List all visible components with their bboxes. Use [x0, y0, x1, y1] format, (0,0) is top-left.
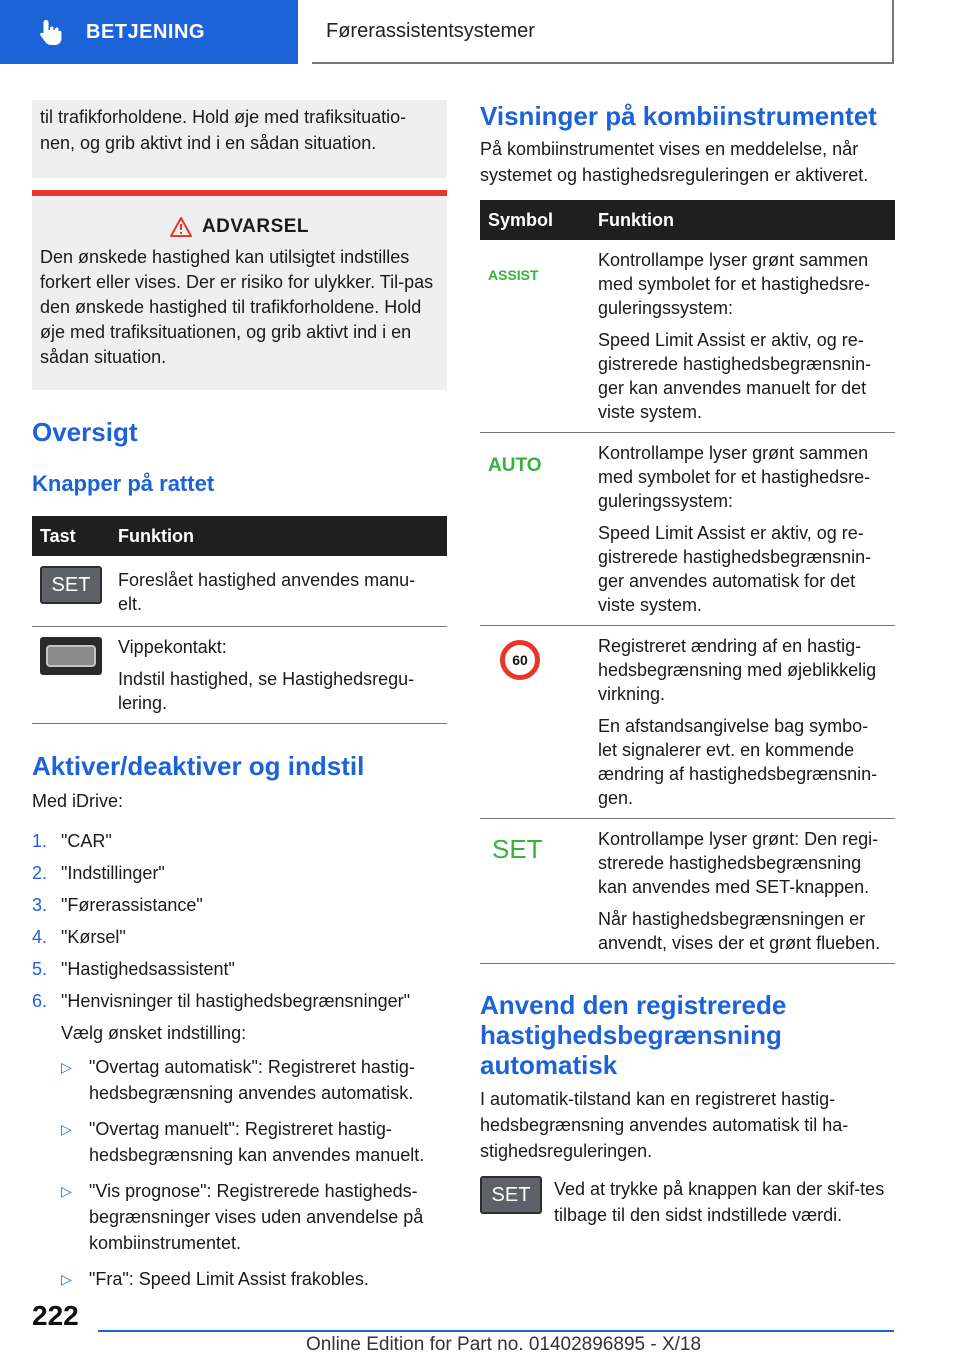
list-item: ▷ "Fra": Speed Limit Assist frakobles.: [61, 1266, 447, 1292]
table-row: [32, 556, 447, 627]
table-header-row: [32, 516, 447, 556]
row-text: Kontrollampe lyser grønt sammen med symbolet for et hastighedsre-guleringssystem:: [598, 250, 871, 318]
list-item: 1. "CAR": [32, 831, 112, 851]
set-key-row: [480, 1176, 895, 1228]
display-intro: På kombiinstrumentet vises en meddelelse, når systemet og hastighedsreguleringen er aktiveret.: [480, 139, 869, 185]
table-row: [480, 819, 895, 964]
set-key-text: Ved at trykke på knappen kan der skif-tes tilbage til den sidst indstillede værdi.: [554, 1179, 885, 1225]
list-item: 3. "Førerassistance": [32, 895, 203, 915]
chapter-title: Førerassistentsystemer: [312, 0, 894, 64]
footer-divider: [98, 1330, 894, 1332]
triangle-bullet-icon: ▷: [61, 1271, 72, 1287]
triangle-bullet-icon: ▷: [61, 1059, 72, 1075]
options-list: [61, 1054, 447, 1292]
table-row: [32, 627, 447, 724]
overview-heading: Oversigt: [32, 417, 138, 447]
set-key-icon: SET: [480, 1176, 542, 1214]
page-number: 222: [32, 1300, 79, 1331]
list-item: ▷ "Vis prognose": Registrerede hastigheds-begrænsninger vises uden anvendelse på kombiinstrumentet.: [61, 1178, 447, 1256]
footer-edition-text: Online Edition for Part no. 01402896895 - X/18: [306, 1334, 702, 1355]
column-header: Funktion: [590, 200, 895, 240]
table-row: [480, 240, 895, 433]
with-idrive-text: Med iDrive:: [32, 791, 124, 811]
list-item: 5. "Hastighedsassistent": [32, 959, 235, 979]
row-text: Foreslået hastighed anvendes manu-elt.: [118, 570, 416, 614]
row-text: Vippekontakt:: [118, 637, 227, 657]
triangle-bullet-icon: ▷: [61, 1183, 72, 1199]
row-text: Kontrollampe lyser grønt sammen med symbolet for et hastighedsre-guleringssystem:: [598, 443, 871, 511]
table-row: [480, 433, 895, 626]
section-label: BETJENING: [86, 20, 205, 43]
row-text: Når hastighedsbegrænsningen er anvendt, vises der et grønt flueben.: [598, 909, 881, 953]
set-green-symbol-icon: SET: [492, 834, 543, 864]
list-item: ▷ "Overtag manuelt": Registreret hastig-hedsbegrænsning kan anvendes manuelt.: [61, 1116, 447, 1168]
row-text: Indstil hastighed, se Hastighedsregu-lering.: [118, 669, 415, 713]
list-item: 2. "Indstillinger": [32, 863, 165, 883]
right-column: [480, 100, 895, 1228]
speed-limit-sign-icon: 60: [500, 640, 540, 680]
auto-symbol-icon: AUTO: [488, 455, 542, 476]
warning-title-text: ADVARSEL: [201, 216, 310, 237]
activate-heading: Aktiver/deaktiver og indstil: [32, 751, 365, 781]
symbols-table: [480, 200, 895, 964]
row-text: Kontrollampe lyser grønt: Den regi-strerede hastighedsbegrænsning kan anvendes med SET-knappen.: [598, 829, 879, 897]
list-item: 6. "Henvisninger til hastighedsbegrænsninger" Vælg ønsket indstilling: ▷ "Overtag automatisk": Registreret hastig-hedsbegrænsning anvendes automatisk. ▷ "Overtag manuelt": Registreret hastig-hedsbegrænsning kan anvendes manuelt. ▷ "Vis prognose": Registrerede hastigheds-begrænsninger vises uden anvendelse på kombiinstrumentet. ▷ "Fra": Speed Limit Assist frakobles.: [32, 988, 447, 1302]
note-box: [32, 100, 447, 178]
row-text: En afstandsangivelse bag symbo-let signalerer evt. en kommende ændring af hastighedsbegrænsnin-gen.: [598, 716, 878, 808]
assist-symbol-icon: ASSIST: [488, 267, 539, 283]
list-item: ▷ "Overtag automatisk": Registreret hastig-hedsbegrænsning anvendes automatisk.: [61, 1054, 447, 1106]
row-text: Speed Limit Assist er aktiv, og re-gistrerede hastighedsbegrænsnin-ger anvendes automatisk for det viste system.: [598, 523, 872, 615]
left-column: [32, 100, 447, 1308]
list-item: 4. "Kørsel": [32, 927, 126, 947]
section-tab[interactable]: [0, 0, 298, 64]
note-text: til trafikforholdene. Hold øje med trafiksituatio-nen, og grib aktivt ind i en sådan situation.: [40, 107, 407, 153]
set-key-icon: SET: [40, 566, 102, 604]
warning-text: Den ønskede hastighed kan utilsigtet indstilles forkert eller vises. Der er risiko for ulykker. Til-pas den ønskede hastighed til trafikforholdene. Hold øje med trafiksituationen, og grib aktivt ind i en sådan situation.: [40, 247, 434, 367]
column-header: Symbol: [480, 200, 590, 240]
row-text: Registreret ændring af en hastig-hedsbegrænsning med øjeblikkelig virkning.: [598, 636, 877, 704]
buttons-table: [32, 516, 447, 724]
buttons-heading: Knapper på rattet: [32, 471, 215, 496]
hand-pointer-icon: [36, 17, 66, 47]
column-header: Funktion: [110, 516, 447, 556]
warning-title: [40, 214, 439, 239]
display-heading: Visninger på kombiinstrumentet: [480, 101, 877, 131]
apply-heading: Anvend den registrerede hastighedsbegrænsning automatisk: [480, 990, 787, 1080]
warning-triangle-icon: [170, 217, 192, 237]
choose-setting-text: Vælg ønsket indstilling:: [61, 1023, 247, 1043]
table-header-row: [480, 200, 895, 240]
warning-box: [32, 190, 447, 390]
column-header: Tast: [32, 516, 110, 556]
rocker-switch-icon: [40, 637, 102, 675]
steps-list: [32, 828, 447, 1302]
row-text: Speed Limit Assist er aktiv, og re-gistrerede hastighedsbegrænsnin-ger kan anvendes manuelt for det viste system.: [598, 330, 872, 422]
apply-text: I automatik-tilstand kan en registreret hastig-hedsbegrænsning anvendes automatisk til ha-stighedsreguleringen.: [480, 1089, 849, 1161]
triangle-bullet-icon: ▷: [61, 1121, 72, 1137]
table-row: [480, 626, 895, 819]
